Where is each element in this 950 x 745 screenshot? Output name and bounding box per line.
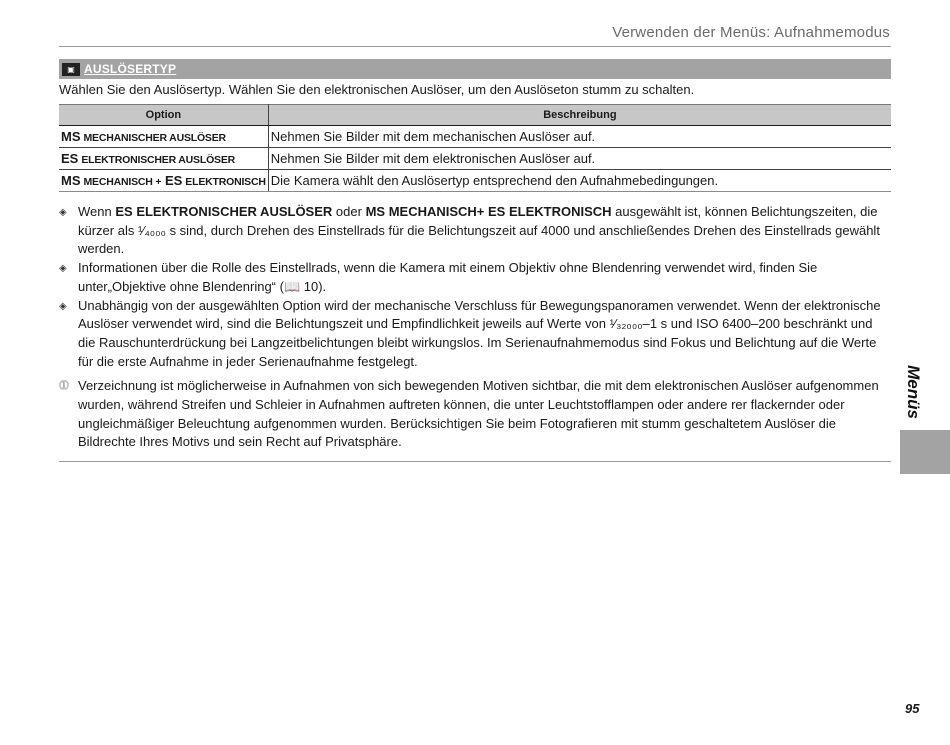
note-text-part: oder <box>335 204 362 219</box>
option-label-2: ELEKTRONISCH <box>185 176 266 188</box>
option-cell <box>59 170 268 192</box>
table-header-row <box>59 105 891 126</box>
electronic-shutter-icon: ES <box>164 173 183 188</box>
section-title: AUSLÖSERTYP <box>84 62 177 76</box>
mechanical-shutter-icon: MS <box>61 129 81 144</box>
note-bold-option: ES ELEKTRONISCHER AUSLÖSER <box>115 204 333 219</box>
options-table <box>59 104 891 192</box>
intro-text: Wählen Sie den Auslösertyp. Wählen Sie den elektronischen Auslöser, um den Auslöseton stumm zu schalten. <box>59 82 695 97</box>
option-label: MECHANISCHER AUSLÖSER <box>83 132 226 144</box>
note-bullet-icon: ◈ <box>59 207 67 218</box>
warning-text: Verzeichnung ist möglicherweise in Aufnahmen von sich bewegenden Motiven sichtbar, die mit dem elektronischen Auslöser aufgenommen wurden, während Streifen und Schleier in Aufnahmen auftreten können, die unter Leuchtstofflampen oder andere rer flackernder oder ungleichmäßiger Beleuchtung aufgenommen wurden. Berücksichtigen Sie beim Fotografieren mit stumm geschaltetem Auslöser die Bildrechte Ihres Motivs und sein Recht auf Privatsphäre. <box>78 378 879 450</box>
description-cell: Die Kamera wählt den Auslösertyp entsprechend den Aufnahmebedingungen. <box>268 170 891 192</box>
note-bullet-icon: ◈ <box>59 263 67 275</box>
note-bullet-icon: ◈ <box>59 300 67 312</box>
option-label: MECHANISCH + <box>83 176 162 188</box>
option-cell <box>59 148 268 170</box>
note-item <box>59 203 891 259</box>
description-cell: Nehmen Sie Bilder mit dem elektronischen Auslöser auf. <box>268 148 891 170</box>
header-divider <box>59 46 891 47</box>
warning-item <box>59 377 891 452</box>
content-bottom-divider <box>59 461 891 462</box>
note-bold-option: MS MECHANISCH+ ES ELEKTRONISCH <box>365 204 612 219</box>
option-label: ELEKTRONISCHER AUSLÖSER <box>81 154 236 166</box>
section-heading-bar <box>59 59 891 79</box>
page-header-title: Verwenden der Menüs: Aufnahmemodus <box>612 24 890 41</box>
table-row <box>59 148 891 170</box>
mechanical-shutter-icon: MS <box>61 173 81 188</box>
note-text-part: Wenn <box>78 204 112 219</box>
notes-section <box>59 203 891 452</box>
note-item <box>59 297 891 372</box>
chapter-tab-text: Menüs <box>904 365 923 419</box>
chapter-tab-marker <box>900 430 950 474</box>
table-row <box>59 170 891 192</box>
column-header-description: Beschreibung <box>268 105 891 126</box>
note-text: Informationen über die Rolle des Einstellrads, wenn die Kamera mit einem Objektiv ohne Blendenring verwendet wird, finden Sie unter„Objektive ohne Blendenring“ (📖 10). <box>78 260 818 294</box>
note-text: Unabhängig von der ausgewählten Option wird der mechanische Verschluss für Bewegungspanoramen verwendet. Wenn der elektronische Auslöser verwendet wird, sind die Belichtungszeit und Empfindlichkeit jeweils auf Werte von ¹⁄₃₂₀₀₀–1 s und ISO 6400–200 beschränkt und die Rauschunterdrückung bei Langzeitbelichtungen bleibt wirkungslos. Im Serienaufnahmemodus sind Fokus und Belichtung auf die Werte für die erste Aufnahme in jeder Serienaufnahme festgelegt. <box>78 297 881 369</box>
note-text <box>78 203 891 259</box>
column-header-option: Option <box>59 105 268 126</box>
shutter-type-icon: ▣ <box>62 63 80 76</box>
note-item <box>59 259 891 296</box>
description-cell: Nehmen Sie Bilder mit dem mechanischen Auslöser auf. <box>268 126 891 148</box>
page-number: 95 <box>905 701 920 716</box>
note-text-part: ausgewählt ist, können Belichtungszeiten, die kürzer als ¹⁄₄₀₀₀ s sind, durch Drehen des Einstellrads für die Belichtungszeit auf 4000 und anschließendes Drehen des Einstellrads gewählt werden. <box>78 204 880 257</box>
chapter-tab-label <box>893 352 933 432</box>
warning-icon: ⓵ <box>59 381 69 393</box>
electronic-shutter-icon: ES <box>61 151 79 166</box>
table-row <box>59 126 891 148</box>
option-cell <box>59 126 268 148</box>
